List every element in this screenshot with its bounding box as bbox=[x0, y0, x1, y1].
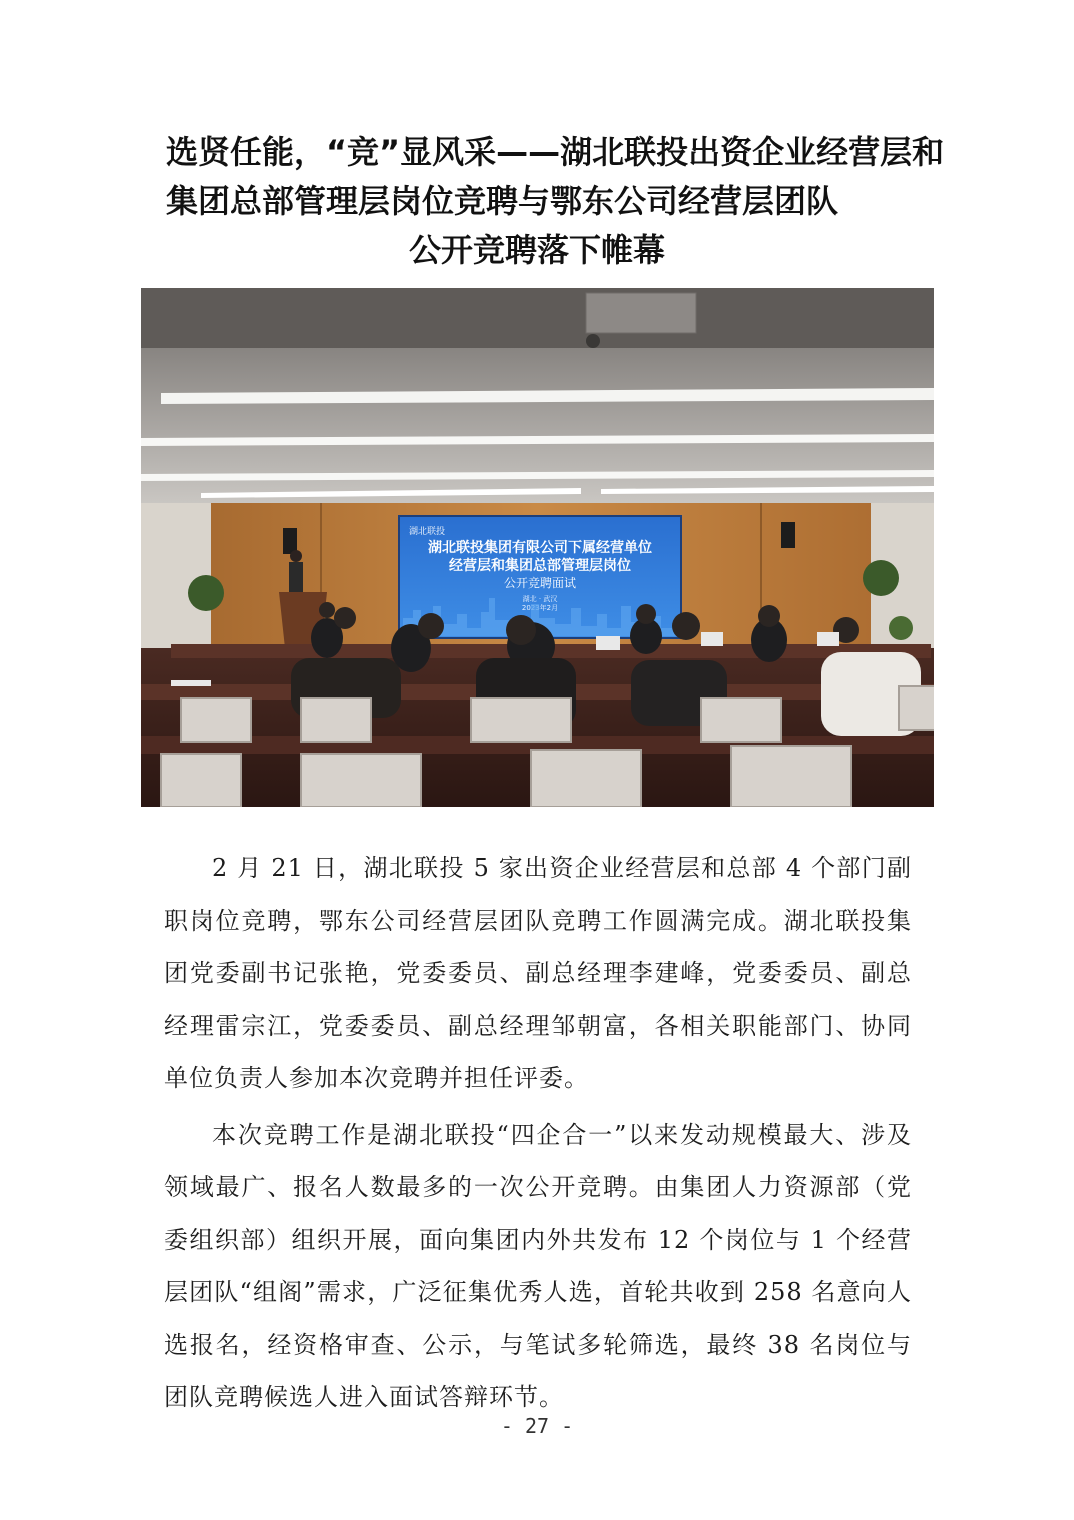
title-line-3: 公开竞聘落下帷幕 bbox=[408, 231, 665, 269]
page-number: - 27 - bbox=[500, 1414, 574, 1438]
paragraph-1: 2 月 21 日，湖北联投 5 家出资企业经营层和总部 4 个部门副职岗位竞聘，鄂东公司经营层团队竞聘工作圆满完成。湖北联投集团党委副书记张艳，党委委员、副总经理李建峰，党委委员、副总经理雷宗江，党委委员、副总经理邹朝富，各相关职能部门、协同单位负责人参加本次竞聘并担任评委。 bbox=[164, 854, 912, 1092]
screen-date: 2023年2月 bbox=[521, 604, 559, 612]
article-title bbox=[120, 128, 954, 275]
paragraph-2: 本次竞聘工作是湖北联投“四企合一”以来发动规模最大、涉及领域最广、报名人数最多的一次公开竞聘。由集团人力资源部（党委组织部）组织开展，面向集团内外共发布 12 个岗位与 1 个经营层团队“组阁”需求，广泛征集优秀人选，首轮共收到 258 名意向人选报名，经资格审查、公示，与笔试多轮筛选，最终 38 名岗位与团队竞聘候选人进入面试答辩环节。 bbox=[164, 1120, 912, 1411]
screen-line-1: 湖北联投集团有限公司下属经营单位 bbox=[428, 540, 652, 556]
meeting-room-photo bbox=[141, 288, 934, 807]
title-line-1: 选贤任能，“竞”显风采——湖北联投出资企业经营层和 bbox=[166, 133, 945, 171]
screen-place: 湖北 · 武汉 bbox=[522, 595, 558, 603]
title-line-2: 集团总部管理层岗位竞聘与鄂东公司经营层团队 bbox=[166, 182, 839, 220]
screen-line-3: 公开竞聘面试 bbox=[503, 576, 577, 590]
screen-line-2: 经营层和集团总部管理层岗位 bbox=[449, 558, 631, 574]
article-body bbox=[164, 842, 912, 1424]
screen-logo: 湖北联投 bbox=[409, 527, 446, 537]
